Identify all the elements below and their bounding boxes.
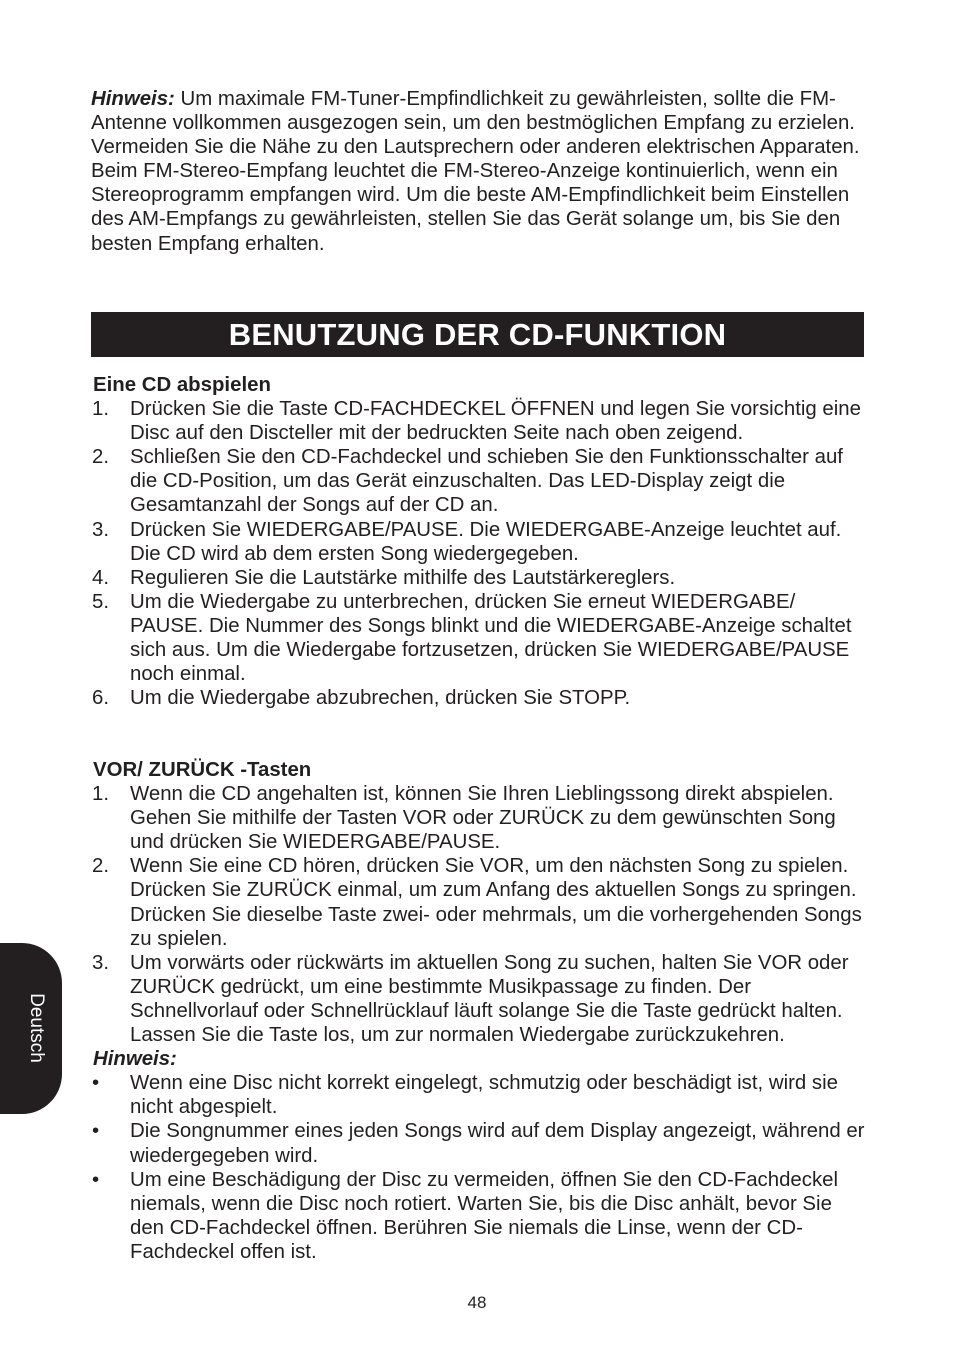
step-number: 2. xyxy=(92,446,110,469)
skip-step xyxy=(91,951,871,1047)
notes-label: Hinweis: xyxy=(93,1048,177,1071)
cd-play-step xyxy=(91,590,871,686)
skip-step xyxy=(91,782,871,854)
step-text: Wenn Sie eine CD hören, drücken Sie VOR, um den nächsten Song zu spielen. Drücken Sie ZURÜCK einmal, um zum Anfang des aktuellen Songs zu springen. Drücken Sie dieselbe Taste zwei- oder mehrmals, um die vorhergehenden Songs zu spielen. xyxy=(130,855,862,950)
skip-section xyxy=(91,758,871,1264)
step-number: 3. xyxy=(92,951,110,974)
language-tab xyxy=(0,943,62,1114)
skip-step xyxy=(91,854,871,950)
intro-note xyxy=(91,87,871,256)
step-text: Regulieren Sie die Lautstärke mithilfe des Lautstärkereglers. xyxy=(130,566,676,589)
note-text: Um eine Beschädigung der Disc zu vermeiden, öffnen Sie den CD-Fachdeckel niemals, wenn die Disc noch rotiert. Warten Sie, bis die Disc anhält, bevor Sie den CD-Fachdeckel öffnen. Berühren Sie niemals die Linse, wenn der CD-Fachdeckel offen ist. xyxy=(130,1168,839,1263)
step-text: Wenn die CD angehalten ist, können Sie Ihren Lieblingssong direkt abspielen. Gehen Sie mithilfe der Tasten VOR oder ZURÜCK zu dem gewünschten Song und drücken Sie WIEDERGABE/PAUSE. xyxy=(130,783,836,854)
skip-heading: VOR/ ZURÜCK -Tasten xyxy=(93,759,312,781)
step-number: 2. xyxy=(92,855,110,878)
note-item xyxy=(91,1071,871,1119)
note-text: Wenn eine Disc nicht korrekt eingelegt, schmutzig oder beschädigt ist, wird sie nicht abgespielt. xyxy=(130,1072,838,1119)
step-text: Drücken Sie WIEDERGABE/PAUSE. Die WIEDERGABE-Anzeige leuchtet auf. Die CD wird ab dem ersten Song wiedergegeben. xyxy=(130,518,842,565)
note-text: Die Songnummer eines jeden Songs wird auf dem Display angezeigt, während er wiedergegeben wird. xyxy=(130,1120,865,1167)
step-number: 1. xyxy=(92,783,110,806)
section-banner: BENUTZUNG DER CD-FUNKTION xyxy=(91,312,864,357)
step-number: 5. xyxy=(92,590,110,613)
cd-play-section xyxy=(91,373,871,710)
note-item xyxy=(91,1119,871,1167)
step-text: Um vorwärts oder rückwärts im aktuellen Song zu suchen, halten Sie VOR oder ZURÜCK gedrückt, um eine bestimmte Musikpassage zu finden. Der Schnellvorlauf oder Schnellrücklauf läuft solange Sie die Taste gedrückt halten. Lassen Sie die Taste los, um zur normalen Wiedergabe zurückzukehren. xyxy=(130,951,849,1047)
cd-play-step xyxy=(91,566,871,590)
notes-list xyxy=(91,1071,871,1264)
step-number: 6. xyxy=(92,687,110,710)
intro-note-label: Hinweis: xyxy=(91,88,175,110)
cd-play-heading: Eine CD abspielen xyxy=(93,374,271,396)
step-number: 3. xyxy=(92,518,110,541)
cd-play-step xyxy=(91,397,871,445)
page-number: 48 xyxy=(467,1293,487,1312)
note-item xyxy=(91,1168,871,1264)
cd-play-step xyxy=(91,518,871,566)
intro-note-text: Um maximale FM-Tuner-Empfindlichkeit zu gewährleisten, sollte die FM-Antenne vollkommen ausgezogen sein, um den bestmöglichen Empfang zu erzielen. Vermeiden Sie die Nähe zu den Lautsprechern oder anderen elektrischen Apparaten. Beim FM-Stereo-Empfang leuchtet die FM-Stereo-Anzeige kontinuierlich, wenn ein Stereoprogramm empfangen wird. Um die beste AM-Empfindlichkeit beim Einstellen des AM-Empfangs zu gewährleisten, stellen Sie das Gerät solange um, bis Sie den besten Empfang erhalten. xyxy=(91,88,860,255)
cd-play-steps xyxy=(91,397,871,710)
step-text: Drücken Sie die Taste CD-FACHDECKEL ÖFFNEN und legen Sie vorsichtig eine Disc auf den Discteller mit der bedruckten Seite nach oben zeigend. xyxy=(130,398,861,445)
bullet-icon: • xyxy=(92,1120,100,1143)
bullet-icon: • xyxy=(92,1072,100,1095)
bullet-icon: • xyxy=(92,1168,100,1191)
step-text: Um die Wiedergabe abzubrechen, drücken Sie STOPP. xyxy=(130,687,631,710)
language-tab-label: Deutsch xyxy=(26,993,47,1063)
step-text: Schließen Sie den CD-Fachdeckel und schieben Sie den Funktionsschalter auf die CD-Position, um das Gerät einzuschalten. Das LED-Display zeigt die Gesamtanzahl der Songs auf der CD an. xyxy=(130,446,843,517)
cd-play-step xyxy=(91,686,871,710)
step-text: Um die Wiedergabe zu unterbrechen, drücken Sie erneut WIEDERGABE/ PAUSE. Die Nummer des Songs blinkt und die WIEDERGABE-Anzeige schaltet sich aus. Um die Wiedergabe fortzusetzen, drücken Sie WIEDERGABE/PAUSE noch einmal. xyxy=(130,590,852,686)
step-number: 1. xyxy=(92,398,110,421)
skip-steps xyxy=(91,782,871,1047)
step-number: 4. xyxy=(92,566,110,589)
cd-play-step xyxy=(91,445,871,517)
